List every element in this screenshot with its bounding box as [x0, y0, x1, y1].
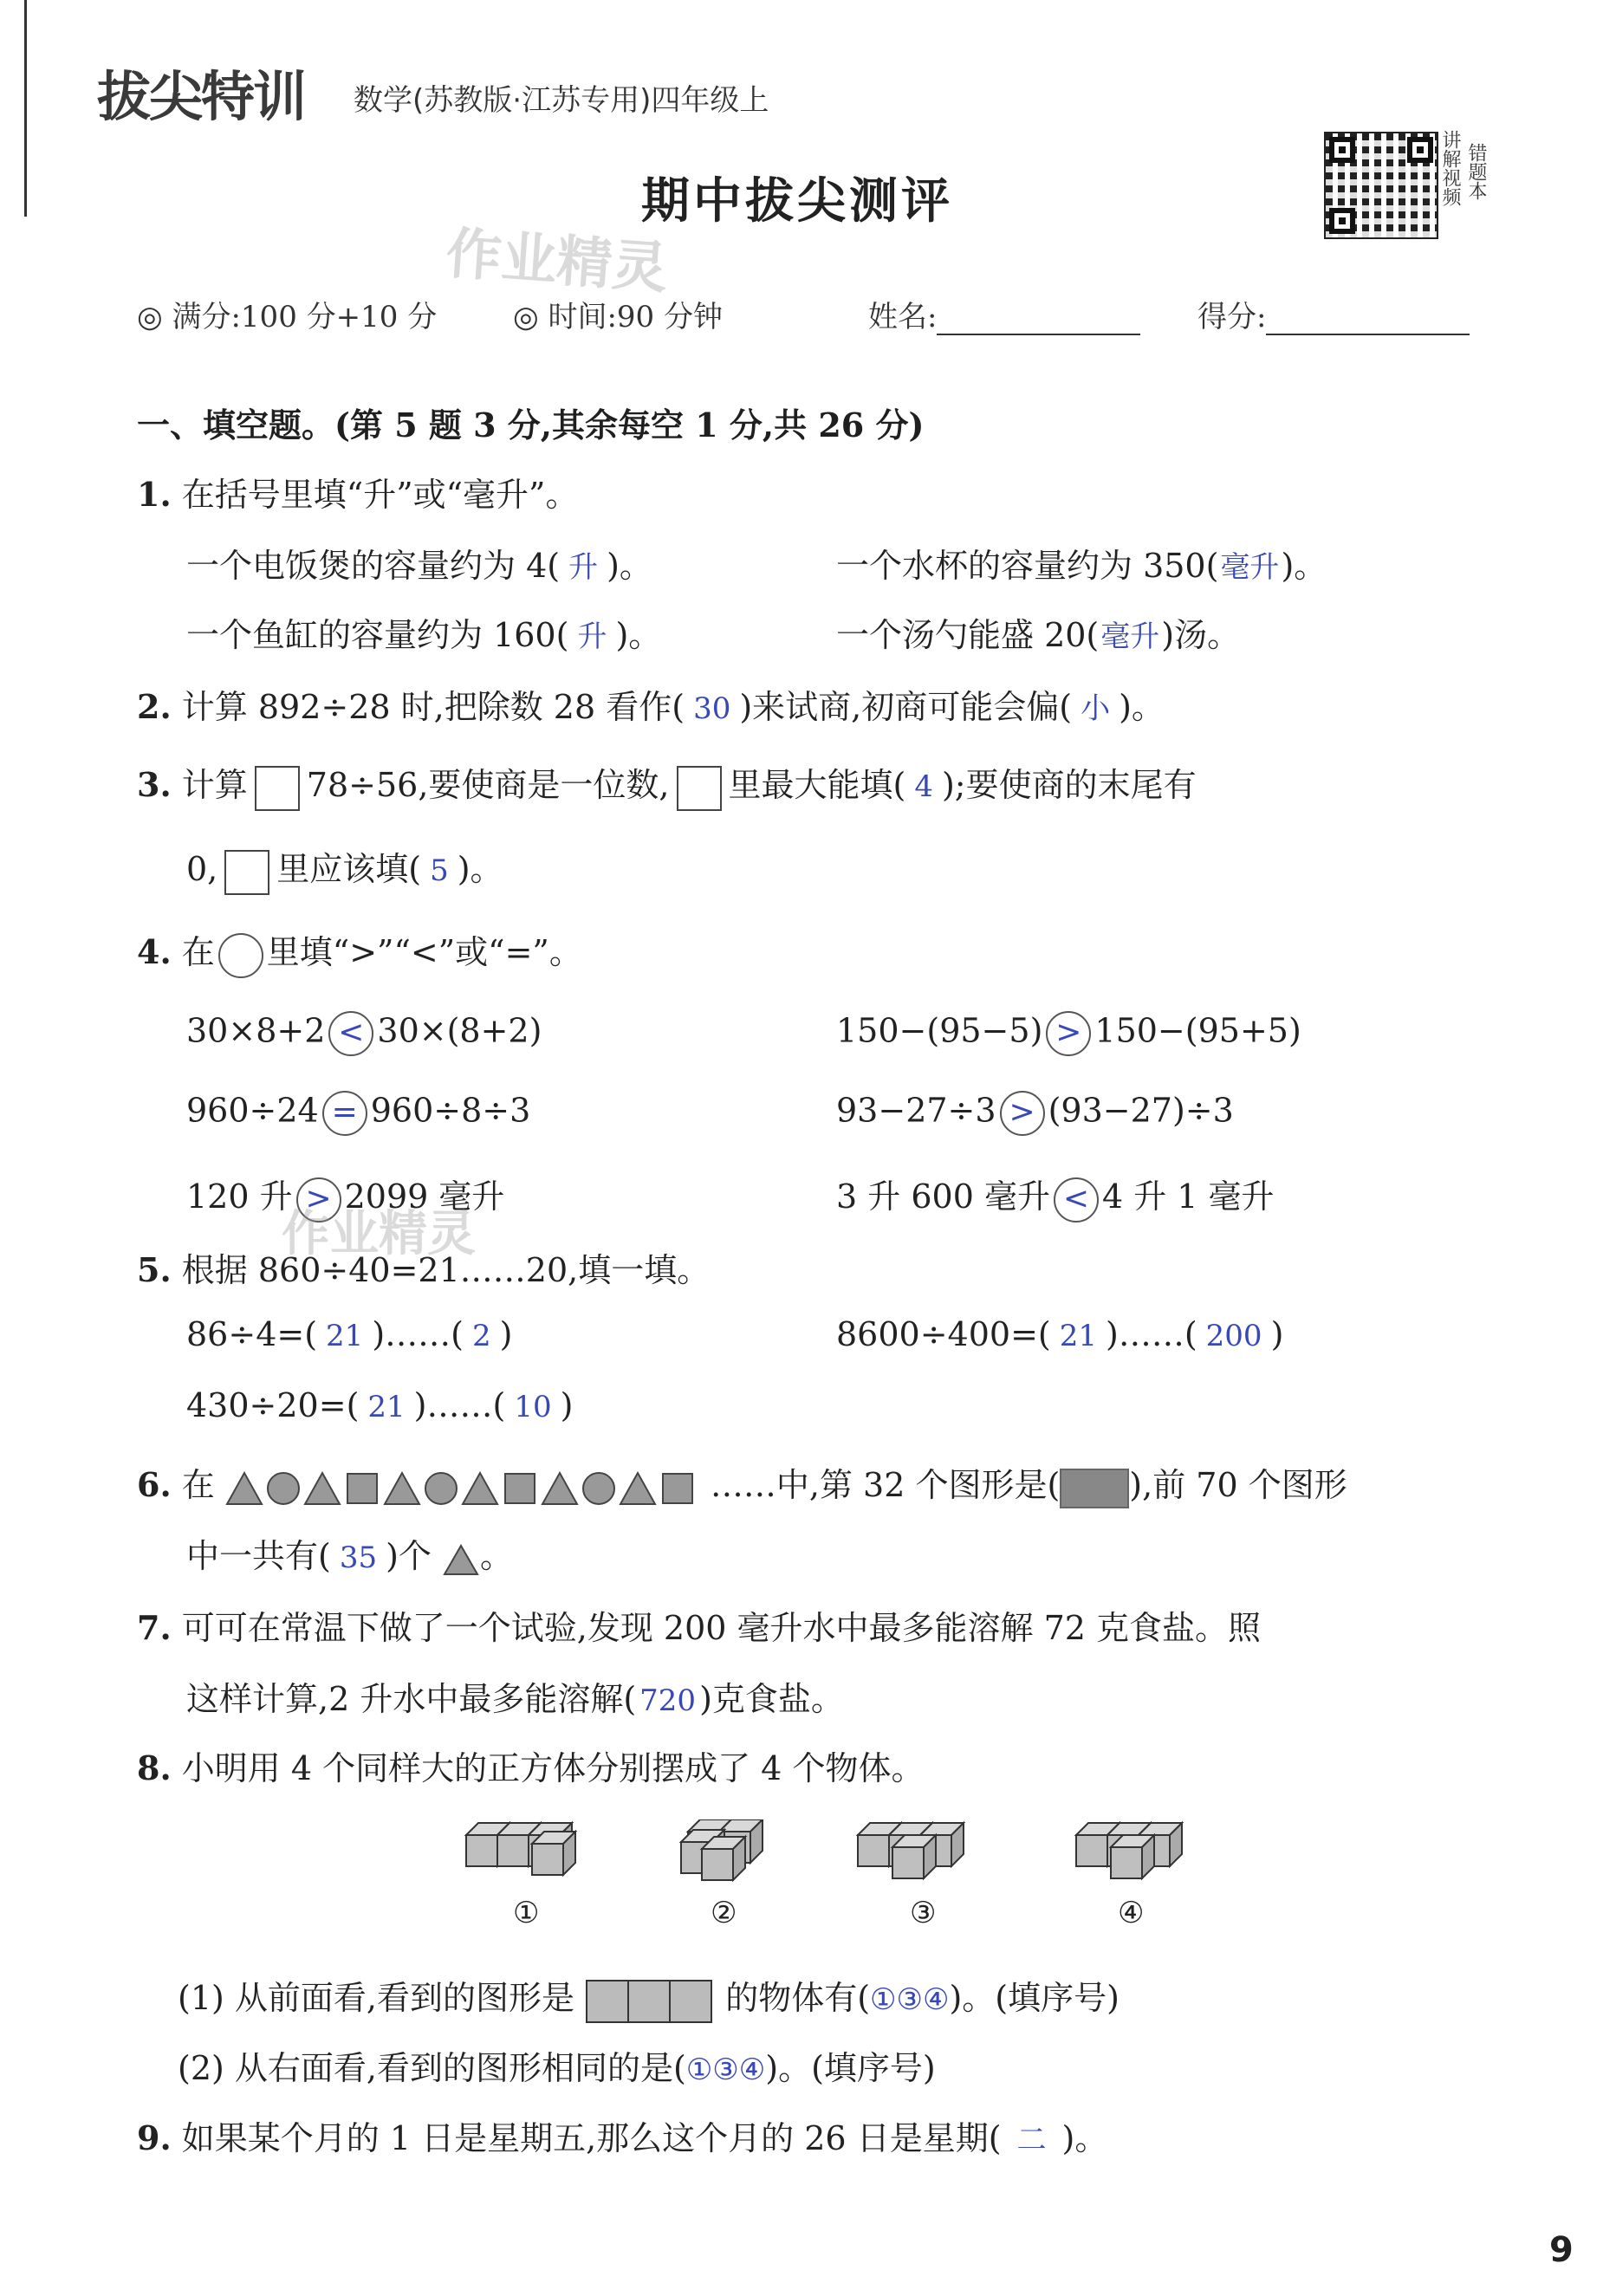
- cube-figures: [459, 1819, 1213, 1941]
- time-limit: ◎ 时间:90 分钟: [513, 300, 724, 334]
- qr-label-video: 讲解视频: [1439, 130, 1461, 206]
- q5-item-a: 86÷4=( 21 )……( 2 ): [186, 1315, 513, 1353]
- q4-item: 30×8+2 < 30×(8+2): [186, 1011, 542, 1056]
- q4-item: 120 升 > 2099 毫升: [186, 1170, 504, 1223]
- q4-item: 150−(95−5) > 150−(95+5): [836, 1011, 1301, 1056]
- blank-box[interactable]: [677, 766, 722, 811]
- score-label: 得分:: [1197, 300, 1267, 334]
- name-label: 姓名:: [868, 300, 938, 334]
- question-2: 2. 计算 892÷28 时,把除数 28 看作( 30 )来试商,初商可能会偏( 小 )。: [137, 687, 1165, 726]
- answer: 4: [914, 769, 933, 804]
- score-field[interactable]: [1197, 293, 1470, 335]
- answer: 小: [1081, 691, 1111, 726]
- question-9: 9. 如果某个月的 1 日是星期五,那么这个月的 26 日是星期( 二 )。: [137, 2118, 1108, 2157]
- figure-label: ④: [1118, 1896, 1145, 1930]
- answer: 10: [514, 1390, 552, 1424]
- figure-label: ①: [513, 1896, 540, 1930]
- compare-answer: >: [1000, 1091, 1045, 1136]
- answer: 21: [326, 1319, 364, 1353]
- answer: 升: [577, 619, 607, 654]
- question-4: 4. 在 里填“>”“<”或“=”。: [137, 925, 582, 978]
- cube-object-1: [466, 1823, 575, 1875]
- figure-label: ②: [711, 1896, 737, 1930]
- q5-item-b: 8600÷400=( 21 )……( 200 ): [836, 1315, 1284, 1353]
- answer: 二: [1016, 2123, 1047, 2157]
- q5-item-c: 430÷20=( 21 )……( 10 ): [186, 1386, 574, 1424]
- watermark: 作业精灵: [444, 222, 670, 302]
- answer: 毫升: [1220, 550, 1280, 585]
- compare-answer: >: [296, 1177, 341, 1223]
- answer: 5: [430, 853, 449, 888]
- question-7: 7. 可可在常温下做了一个试验,发现 200 毫升水中最多能溶解 72 克食盐。照: [137, 1608, 1262, 1647]
- answer: ①③④: [870, 1982, 950, 2017]
- question-8: 8. 小明用 4 个同样大的正方体分别摆成了 4 个物体。: [137, 1748, 925, 1787]
- shape-sequence-icon: [225, 1469, 711, 1508]
- answer: 21: [367, 1390, 406, 1424]
- answer: 21: [1059, 1319, 1098, 1353]
- compare-answer: <: [328, 1011, 373, 1056]
- q8-sub-2: (2) 从右面看,看到的图形相同的是(①③④)。(填序号): [178, 2049, 936, 2087]
- answer: 毫升: [1100, 619, 1160, 654]
- q8-sub-1: (1) 从前面看,看到的图形是 的物体有(①③④)。(填序号): [178, 1971, 1120, 2024]
- page-title: 期中拔尖测评: [641, 172, 953, 230]
- answer: ①③④: [685, 2053, 766, 2087]
- answer: 200: [1205, 1319, 1262, 1353]
- q1-item-c: 一个鱼缸的容量约为 160( 升 )。: [186, 616, 662, 654]
- front-view-icon: [585, 1979, 715, 2024]
- answer: 720: [639, 1683, 697, 1718]
- q1-item-a: 一个电饭煲的容量约为 4( 升 )。: [186, 547, 652, 585]
- triangle-icon: [442, 1542, 480, 1577]
- page-number: 9: [1549, 2230, 1574, 2270]
- qr-label-notebook: 错题本: [1465, 143, 1487, 200]
- qr-code-icon[interactable]: [1324, 132, 1438, 239]
- question-1: 1. 在括号里填“升”或“毫升”。: [137, 475, 579, 514]
- question-3: 3. 计算 78÷56,要使商是一位数, 里最大能填( 4 );要使商的末尾有: [137, 758, 1197, 811]
- compare-answer: <: [1054, 1177, 1099, 1223]
- blank-box[interactable]: [255, 766, 300, 811]
- question-6: 6. 在 ……中,第 32 个图形是( ),前 70 个图形: [137, 1458, 1347, 1508]
- subject-line: 数学(苏教版·江苏专用)四年级上: [354, 83, 769, 118]
- section-heading: 一、填空题。(第 5 题 3 分,其余每空 1 分,共 26 分): [137, 405, 925, 444]
- brand-logo: 拔尖特训: [97, 65, 306, 128]
- header-rule: [24, 0, 27, 217]
- compare-answer: >: [1046, 1011, 1091, 1056]
- cube-object-4: [1076, 1823, 1182, 1878]
- full-score: ◎ 满分:100 分+10 分: [137, 300, 438, 334]
- watermark: 作业精灵: [282, 1206, 476, 1262]
- circle-icon: [218, 933, 263, 978]
- answer: 升: [568, 550, 599, 585]
- question-7-line-2: 这样计算,2 升水中最多能溶解( 720 )克食盐。: [186, 1680, 844, 1718]
- q4-item: 93−27÷3 > (93−27)÷3: [836, 1091, 1234, 1136]
- q4-item: 960÷24 = 960÷8÷3: [186, 1091, 530, 1136]
- question-5: 5. 根据 860÷40=21……20,填一填。: [137, 1250, 711, 1289]
- answer: 2: [471, 1319, 491, 1353]
- answer: 35: [339, 1540, 378, 1575]
- q1-item-b: 一个水杯的容量约为 350(毫升)。: [836, 547, 1327, 585]
- question-6-line-2: 中一共有( 35 )个 。: [186, 1537, 514, 1575]
- q4-item: 3 升 600 毫升 < 4 升 1 毫升: [836, 1170, 1275, 1223]
- blank-box[interactable]: [224, 850, 269, 895]
- square-answer-icon: [1060, 1469, 1129, 1508]
- answer: 30: [693, 691, 731, 726]
- cube-object-3: [858, 1823, 964, 1878]
- question-3-line-2: 0, 里应该填( 5 )。: [186, 842, 503, 895]
- name-field[interactable]: [868, 293, 1140, 335]
- figure-label: ③: [910, 1896, 937, 1930]
- q1-item-d: 一个汤勺能盛 20(毫升)汤。: [836, 616, 1241, 654]
- compare-answer: =: [322, 1091, 367, 1136]
- cube-object-2: [681, 1819, 763, 1880]
